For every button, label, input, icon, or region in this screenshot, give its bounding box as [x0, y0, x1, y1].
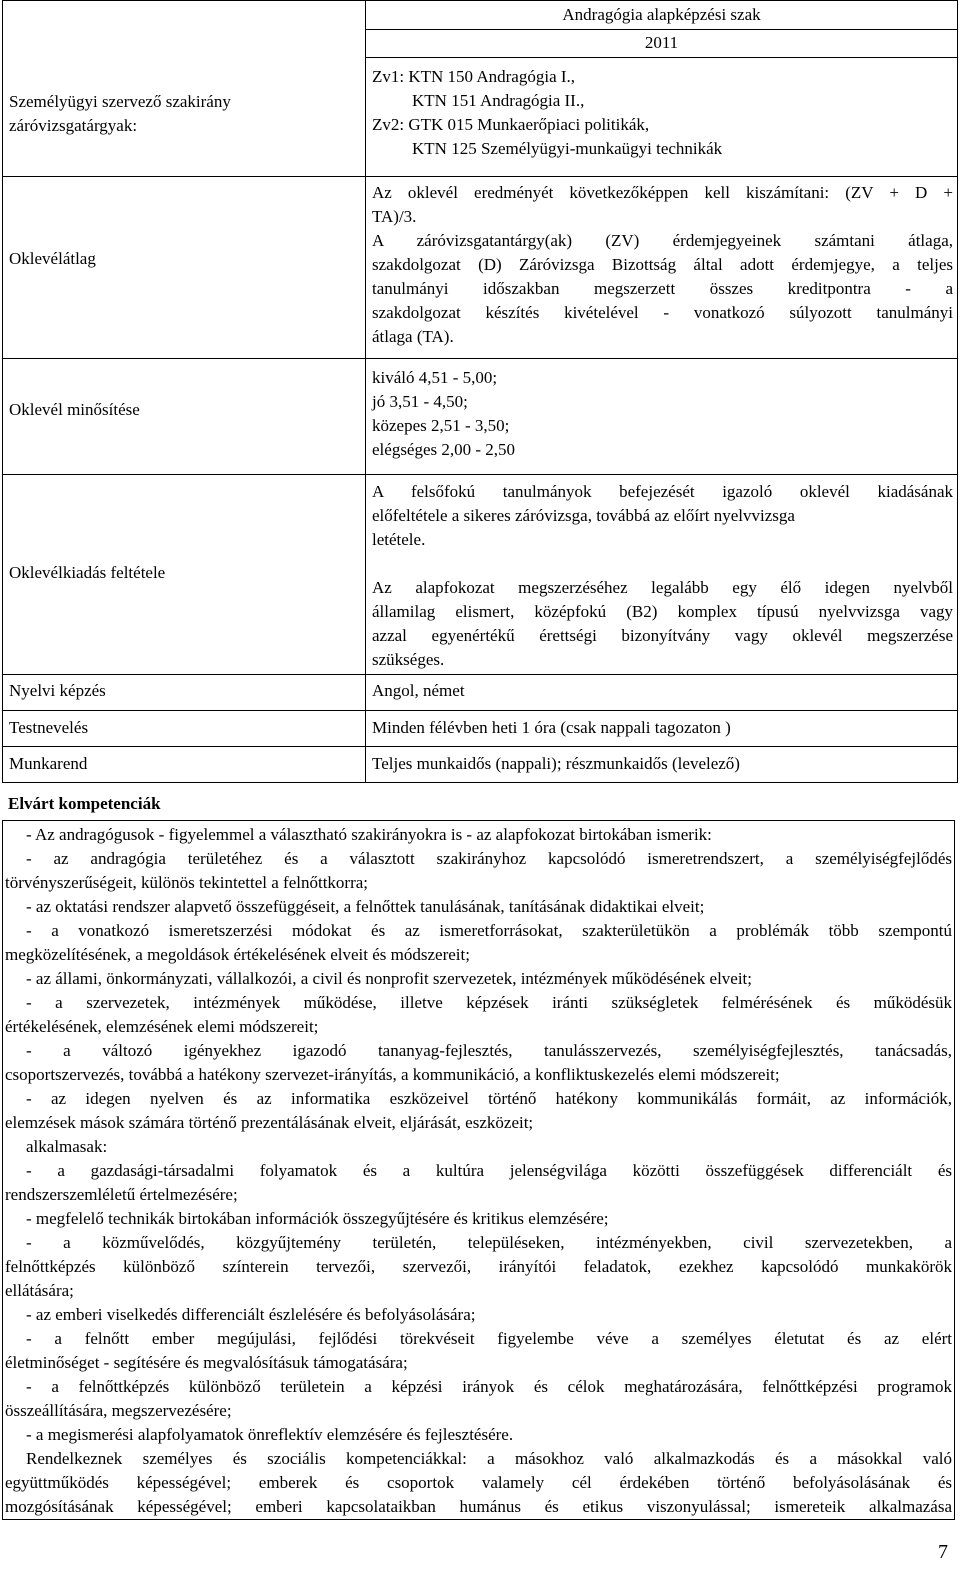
row-munkarend: [3, 747, 958, 783]
cell-nyelvi-label: [3, 675, 366, 711]
header-year: 2011: [644, 33, 679, 52]
kiadas-p2-line-4: szükséges.: [372, 650, 445, 669]
competences-box: [2, 820, 955, 1520]
row-kiadas: [3, 475, 958, 675]
label-szakirany-1: Személyügyi szervező szakirány: [9, 92, 231, 111]
cell-testneveles-value: [366, 711, 958, 747]
competence-line: összeállítására, megszervezésére;: [5, 1401, 232, 1420]
kiadas-p2-line-2: államilag elismert, középfokú (B2) komplex típusú nyelvvizsga vagy: [372, 602, 953, 621]
competence-line: Rendelkeznek személyes és szociális kompetenciákkal: a másokhoz való alkalmazkodás és a másokkal való: [26, 1449, 952, 1468]
zv2-line: Zv2: GTK 015 Munkaerőpiaci politikák,: [372, 115, 650, 134]
competence-line: ellátására;: [5, 1281, 74, 1300]
cell-minosites-value: [366, 359, 958, 475]
competence-line: - Az andragógusok - figyelemmel a választható szakirányokra is - az alapfokozat birtokában ismerik:: [26, 825, 712, 844]
competence-line: együttműködés képességével; emberek és csoportok valamely cél érdekében történő befolyásolásának és: [5, 1473, 952, 1492]
competence-line: - a szervezetek, intézmények működése, illetve képzések iránti szükségletek felmérésének és működésük: [26, 993, 952, 1012]
competence-line: megközelítésének, a megoldások értékelésének elveit és módszereit;: [5, 945, 470, 964]
zv1-line-2: KTN 151 Andragógia II.,: [412, 91, 585, 110]
competence-line: törvényszerűségeit, különös tekintettel a felnőttkorra;: [5, 873, 369, 892]
nyelvi-value: Angol, német: [372, 681, 465, 700]
cell-oklevelatlag-value: [366, 177, 958, 359]
kiadas-p1-line-1: A felsőfokú tanulmányok befejezését igazoló oklevél kiadásának: [372, 482, 953, 501]
competence-line: - a felnőtt ember megújulási, fejlődési törekvéseit figyelembe véve a személyes életutat és az elért: [26, 1329, 952, 1348]
oklevelatlag-line-1: Az oklevél eredményét következőképpen kell kiszámítani: (ZV + D +: [372, 183, 953, 202]
grade-excellent: kiváló 4,51 - 5,00;: [372, 368, 498, 387]
zv1-line: Zv1: KTN 150 Andragógia I.,: [372, 67, 576, 86]
kiadas-p1-line-2: előfeltétele a sikeres záróvizsga, továbbá az előírt nyelvvizsga: [372, 506, 795, 525]
competence-line: értékelésének, elemzésének elemi módszereit;: [5, 1017, 319, 1036]
program-info-table: [2, 0, 958, 783]
oklevelatlag-line-2: TA)/3.: [372, 207, 417, 226]
label-testneveles: Testnevelés: [9, 718, 89, 737]
zv2-line-2: KTN 125 Személyügyi-munkaügyi technikák: [412, 139, 723, 158]
competence-line: - az oktatási rendszer alapvető összefüggéseit, a felnőttek tanulásának, tanításának didaktikai elveit;: [26, 897, 705, 916]
header-title: Andragógia alapképzési szak: [562, 5, 761, 24]
row-testneveles: [3, 711, 958, 747]
cell-minosites-label: [3, 359, 366, 475]
competence-line: életminőséget - segítésére és megvalósításuk támogatására;: [5, 1353, 408, 1372]
label-kiadas: Oklevélkiadás feltétele: [9, 563, 166, 582]
label-minosites: Oklevél minősítése: [9, 400, 140, 419]
competence-line: - az emberi viselkedés differenciált észlelésére és befolyásolására;: [26, 1305, 476, 1324]
cell-munkarend-value: [366, 747, 958, 783]
row-minosites: [3, 359, 958, 475]
cell-kiadas-label: [3, 475, 366, 675]
cell-munkarend-label: [3, 747, 366, 783]
competence-line: alkalmasak:: [26, 1137, 108, 1156]
oklevelatlag-line-5: tanulmányi időszakban megszerzett összes kreditpontra - a: [372, 279, 953, 298]
competence-line: - megfelelő technikák birtokában információk összegyűjtésére és kritikus elemzésére;: [26, 1209, 609, 1228]
row-oklevelatlag: [3, 177, 958, 359]
competence-line: - az állami, önkormányzati, vállalkozói, a civil és nonprofit szervezetek, intézmények működésének elveit;: [26, 969, 753, 988]
oklevelatlag-line-4: szakdolgozat (D) Záróvizsga Bizottság által adott érdemjegye, a teljes: [372, 255, 953, 274]
competence-line: - a vonatkozó ismeretszerzési módokat és az ismeretforrásokat, szakterületükön a problémák több szempontú: [26, 921, 952, 940]
competence-line: - a gazdasági-társadalmi folyamatok és a kultúra jelenségvilága közötti összefüggések differenciált és: [26, 1161, 952, 1180]
grade-average: közepes 2,51 - 3,50;: [372, 416, 510, 435]
cell-szakirany-label: [3, 1, 366, 177]
competence-line: - a megismerési alapfolyamatok önreflektív elemzésére és fejlesztésére.: [26, 1425, 514, 1444]
competence-line: - a felnőttképzés különböző területein a képzési irányok és célok meghatározására, felnőttképzési programok: [26, 1377, 952, 1396]
competence-line: - az idegen nyelven és az informatika eszközeivel történő hatékony kommunikálás formáit, az információk,: [26, 1089, 952, 1108]
cell-testneveles-label: [3, 711, 366, 747]
row-nyelvi: [3, 675, 958, 711]
competence-line: - a változó igényekhez igazodó tananyag-fejlesztés, tanulásszervezés, személyiségfejlesztés, tanácsadás,: [26, 1041, 952, 1060]
cell-szakirany-value: [366, 1, 958, 177]
competence-line: felnőttképzés különböző színterein tervezői, szervezői, irányítói feladatok, ezekhez kapcsolódó munkakörök: [5, 1257, 952, 1276]
cell-kiadas-value: [366, 475, 958, 675]
kiadas-p2-line-3: azzal egyenértékű érettségi bizonyítvány vagy oklevél megszerzése: [372, 626, 953, 645]
kiadas-p1-line-3: letétele.: [372, 530, 426, 549]
testneveles-value: Minden félévben heti 1 óra (csak nappali tagozaton ): [372, 718, 731, 737]
label-nyelvi: Nyelvi képzés: [9, 681, 106, 700]
grade-good: jó 3,51 - 4,50;: [372, 392, 468, 411]
label-szakirany-2: záróvizsgatárgyak:: [9, 116, 138, 135]
competence-line: csoportszervezés, továbbá a hatékony szervezet-irányítás, a kommunikáció, a konfliktuskezelés elemi módszereit;: [5, 1065, 780, 1084]
competence-line: mozgósításának képességével; emberi kapcsolataikban humánus és etikus viszonyulással; ismereteik alkalmazása: [5, 1497, 952, 1516]
oklevelatlag-line-6: szakdolgozat készítés kivételével - vonatkozó súlyozott tanulmányi: [372, 303, 953, 322]
cell-oklevelatlag-label: [3, 177, 366, 359]
oklevelatlag-line-7: átlaga (TA).: [372, 327, 454, 346]
competence-line: rendszerszemléletű értelmezésére;: [5, 1185, 238, 1204]
competence-line: elemzések mások számára történő prezentálásának elveit, eljárását, eszközeit;: [5, 1113, 534, 1132]
competence-line: - az andragógia területéhez és a választott szakirányhoz kapcsolódó ismeretrendszert, a személyiségfejlődés: [26, 849, 952, 868]
oklevelatlag-line-3: A záróvizsgatantárgy(ak) (ZV) érdemjegyeinek számtani átlaga,: [372, 231, 953, 250]
row-szakirany: [3, 1, 958, 177]
label-oklevelatlag: Oklevélátlag: [9, 249, 96, 268]
competence-line: - a közművelődés, közgyűjtemény területén, településeken, intézményekben, civil szervezetekben, a: [26, 1233, 952, 1252]
munkarend-value: Teljes munkaidős (nappali); részmunkaidős (levelező): [372, 754, 740, 773]
kiadas-p2-line-1: Az alapfokozat megszerzéséhez legalább egy élő idegen nyelvből: [372, 578, 953, 597]
document-header: [366, 1, 957, 58]
label-munkarend: Munkarend: [9, 754, 88, 773]
competences-title: Elvárt kompetenciák: [8, 794, 161, 813]
grade-sufficient: elégséges 2,00 - 2,50: [372, 440, 516, 459]
cell-nyelvi-value: [366, 675, 958, 711]
page-number: 7: [938, 1541, 948, 1563]
